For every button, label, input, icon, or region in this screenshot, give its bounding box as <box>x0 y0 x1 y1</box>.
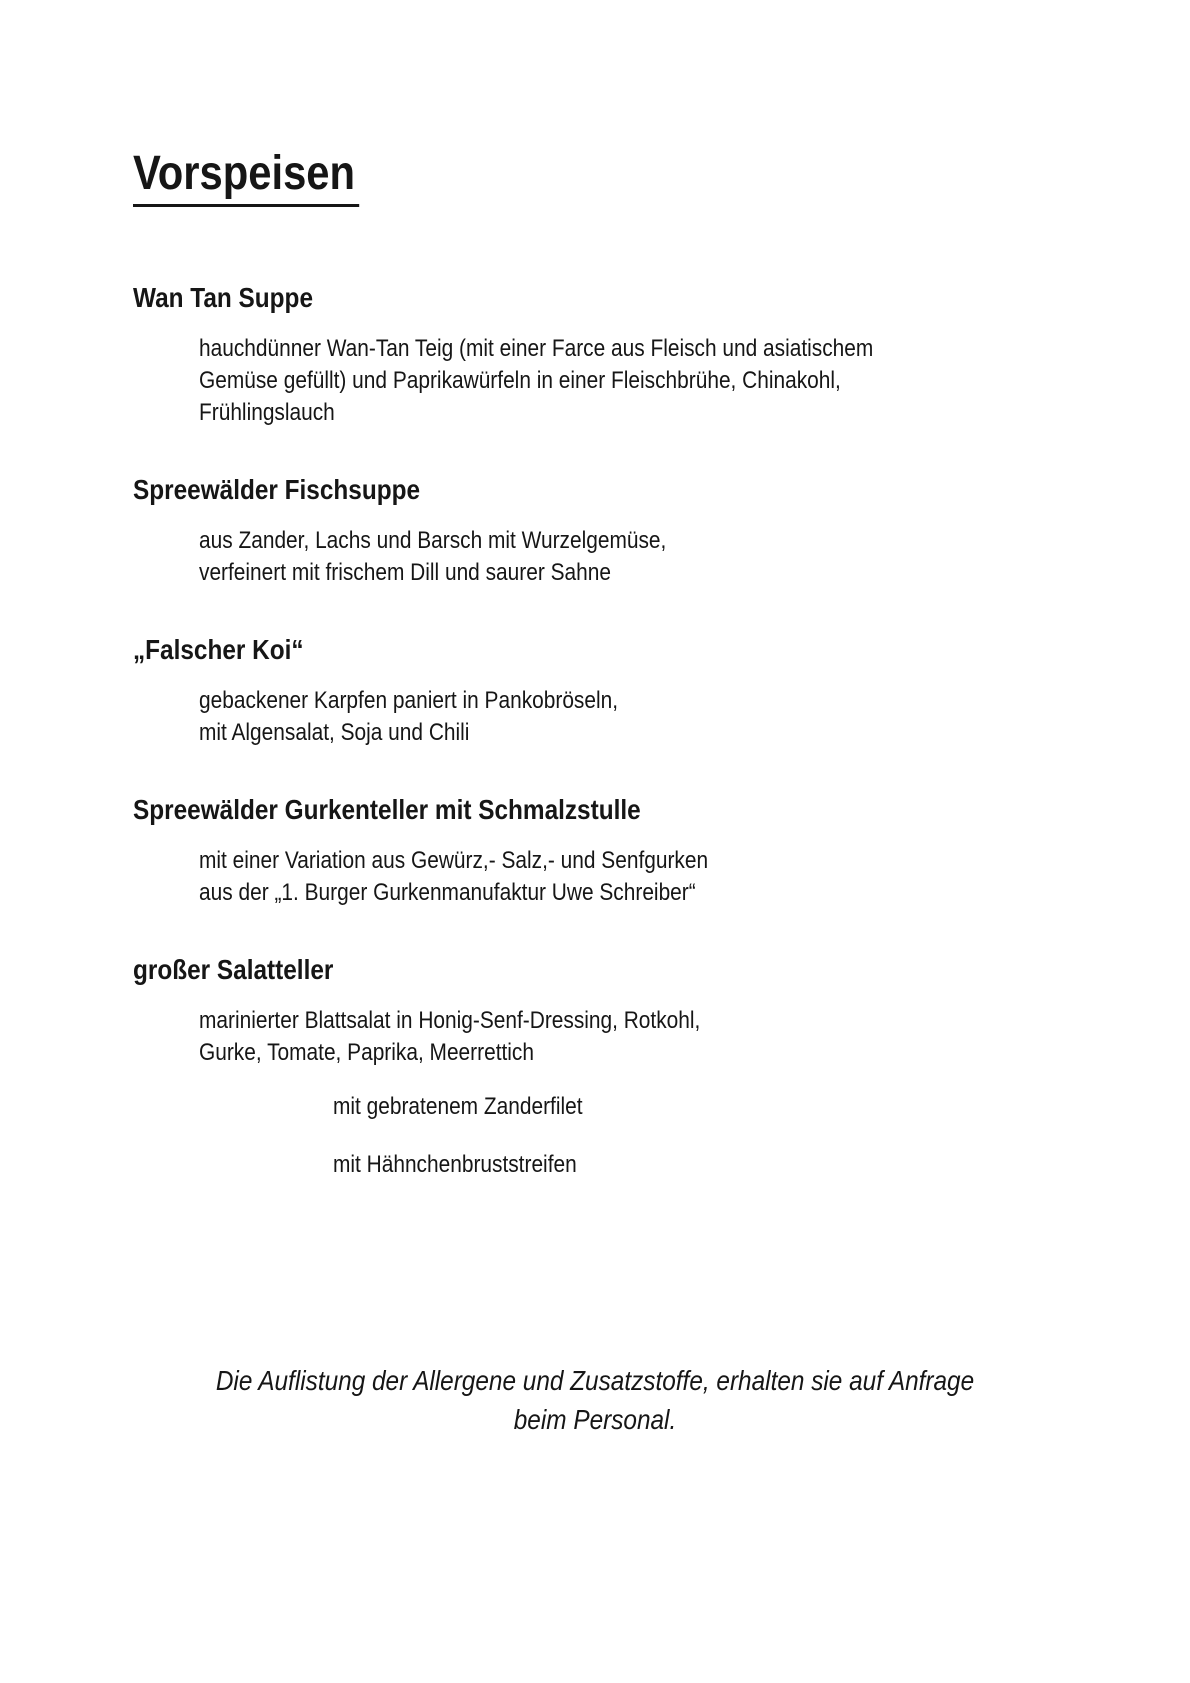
dish-description <box>199 685 1057 749</box>
dish-description-line: Gurke, Tomate, Paprika, Meerrettich <box>199 1038 534 1066</box>
dish-section-wan-tan-suppe <box>133 281 1057 429</box>
dish-description-line: marinierter Blattsalat in Honig-Senf-Dressing, Rotkohl, <box>199 1006 701 1034</box>
dish-variants <box>333 1069 1057 1181</box>
dish-section-fischsuppe <box>133 473 1057 589</box>
dish-name: großer Salatteller <box>133 953 334 985</box>
dish-description-line: verfeinert mit frischem Dill und saurer Sahne <box>199 558 611 586</box>
dish-description-line: aus der „1. Burger Gurkenmanufaktur Uwe Schreiber“ <box>199 878 696 906</box>
dish-description <box>199 525 1057 589</box>
dish-section-falscher-koi <box>133 633 1057 749</box>
dish-variant: mit Hähnchenbruststreifen <box>333 1150 577 1178</box>
dish-section-salatteller <box>133 953 1057 1181</box>
dish-description-line: mit Algensalat, Soja und Chili <box>199 718 470 746</box>
dish-description <box>199 333 1057 429</box>
dish-description-line: Frühlingslauch <box>199 398 335 426</box>
allergen-notice-line: beim Personal. <box>513 1403 677 1435</box>
dish-section-gurkenteller <box>133 793 1057 909</box>
dish-description <box>199 1005 1057 1069</box>
dish-description-line: mit einer Variation aus Gewürz,- Salz,- und Senfgurken <box>199 846 709 874</box>
dish-description <box>199 845 1057 909</box>
dish-name: Spreewälder Gurkenteller mit Schmalzstulle <box>133 793 641 825</box>
allergen-notice <box>0 1361 1190 1439</box>
dish-name: „Falscher Koi“ <box>133 633 304 665</box>
dish-name: Spreewälder Fischsuppe <box>133 473 421 505</box>
dish-description-line: gebackener Karpfen paniert in Pankobröseln, <box>199 686 619 714</box>
page-title: Vorspeisen <box>133 148 359 207</box>
dish-variant: mit gebratenem Zanderfilet <box>333 1092 583 1120</box>
allergen-notice-line: Die Auflistung der Allergene und Zusatzstoffe, erhalten sie auf Anfrage <box>215 1364 975 1396</box>
dish-description-line: Gemüse gefüllt) und Paprikawürfeln in einer Fleischbrühe, Chinakohl, <box>199 366 841 394</box>
dish-description-line: hauchdünner Wan-Tan Teig (mit einer Farce aus Fleisch und asiatischem <box>199 334 874 362</box>
dish-name: Wan Tan Suppe <box>133 281 313 313</box>
dish-description-line: aus Zander, Lachs und Barsch mit Wurzelgemüse, <box>199 526 667 554</box>
